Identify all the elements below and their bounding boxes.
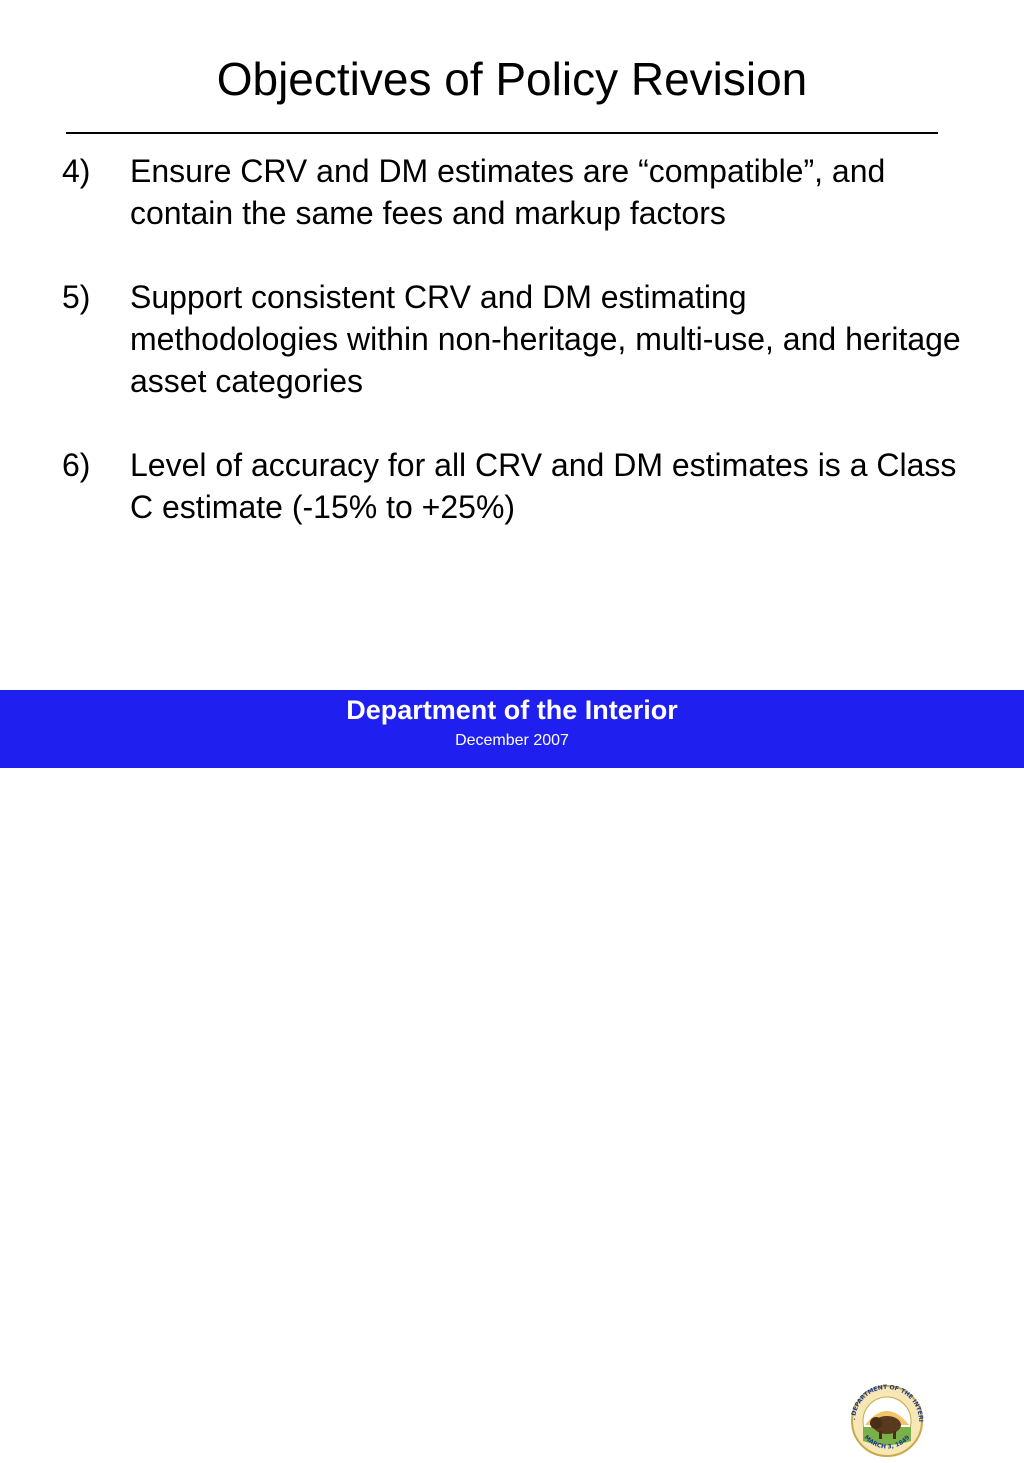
- item-number: 4): [62, 153, 91, 189]
- department-seal-logo: [845, 1383, 929, 1458]
- list-item: [62, 444, 962, 528]
- title-divider: [66, 132, 938, 134]
- footer-bar: [0, 690, 1024, 1451]
- item-text: Support consistent CRV and DM estimating methodologies within non-heritage, multi-use, and heritage asset categories: [130, 279, 961, 399]
- list-item: [62, 276, 962, 402]
- item-number: 6): [62, 447, 91, 483]
- list-item: [62, 150, 962, 234]
- footer-date: December 2007: [455, 732, 569, 749]
- objectives-list: [62, 150, 962, 570]
- seal-icon: [845, 1383, 929, 1458]
- seal-text-bottom: MARCH 3, 1849: [862, 1434, 912, 1451]
- item-number: 5): [62, 279, 91, 315]
- seal-text-top: . DEPARTMENT OF THE INTERI: [849, 1383, 925, 1423]
- item-text: Ensure CRV and DM estimates are “compatible”, and contain the same fees and markup factors: [130, 153, 886, 231]
- slide-title: Objectives of Policy Revision: [216, 53, 808, 105]
- item-text: Level of accuracy for all CRV and DM estimates is a Class C estimate (-15% to +25%): [130, 447, 957, 525]
- footer-department: Department of the Interior: [346, 695, 678, 725]
